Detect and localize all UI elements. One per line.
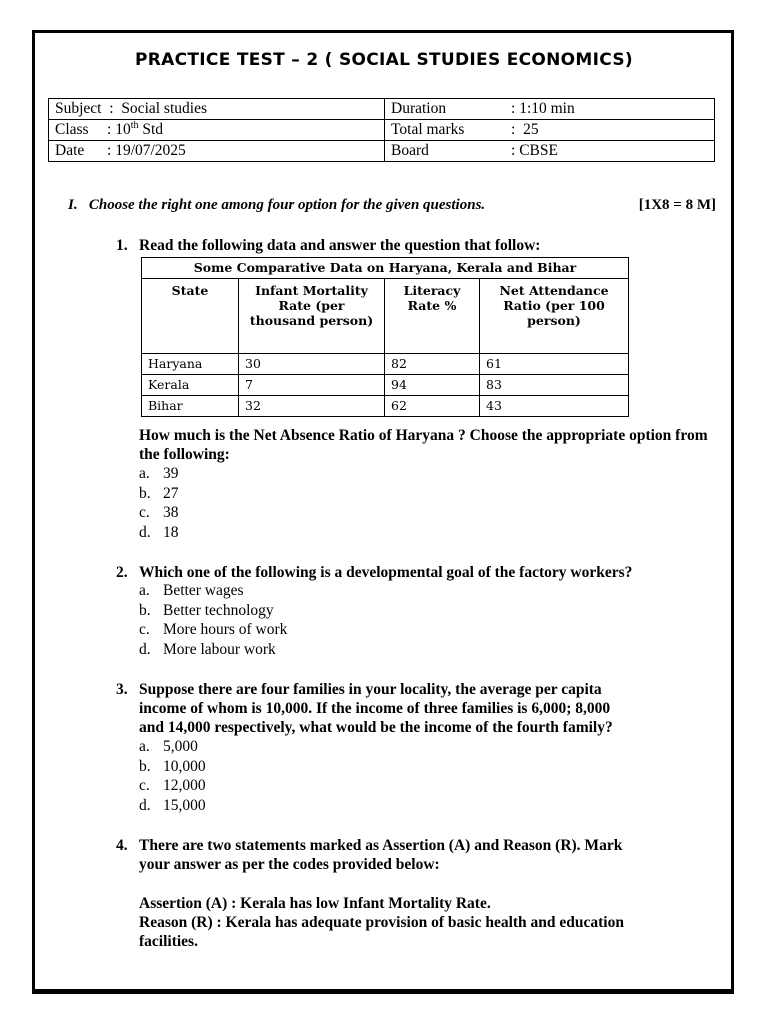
class-suffix: Std — [138, 121, 164, 138]
option[interactable]: d. 18 — [139, 523, 179, 541]
date-label: Date — [55, 142, 85, 159]
question-text: Which one of the following is a developmental goal of the factory workers? — [139, 564, 633, 581]
option[interactable]: b. 10,000 — [139, 757, 206, 775]
table-header: Literacy Rate % — [385, 279, 480, 354]
question-number: 3. — [116, 681, 128, 698]
question-text: your answer as per the codes provided below: — [139, 856, 440, 873]
option[interactable]: a. 5,000 — [139, 738, 198, 755]
option[interactable]: c. 38 — [139, 504, 179, 521]
option[interactable]: b. 27 — [139, 484, 179, 502]
marks-value: 25 — [523, 121, 539, 138]
question-3-options — [139, 737, 206, 815]
question-number: 4. — [116, 837, 128, 854]
reason-text: facilities. — [139, 933, 198, 950]
question-text: and 14,000 respectively, what would be the income of the fourth family? — [139, 719, 613, 736]
class-label: Class — [55, 121, 89, 138]
board-label: Board — [391, 142, 429, 159]
option[interactable]: c. 12,000 — [139, 777, 206, 794]
question-text: Suppose there are four families in your locality, the average per capita — [139, 681, 602, 698]
class-cell: Class : 10th Std — [49, 120, 385, 141]
question-text: income of whom is 10,000. If the income of three families is 6,000; 8,000 — [139, 700, 611, 717]
class-sup: th — [130, 119, 139, 131]
section-marks: [1X8 = 8 M] — [638, 197, 716, 213]
page-title: PRACTICE TEST – 2 ( SOCIAL STUDIES ECONOMICS) — [135, 50, 633, 70]
option[interactable]: a. 39 — [139, 465, 179, 482]
info-table — [48, 98, 715, 162]
option[interactable]: b. Better technology — [139, 601, 274, 619]
question-text: Read the following data and answer the question that follow: — [139, 237, 541, 254]
table-caption: Some Comparative Data on Haryana, Kerala and Bihar — [142, 258, 629, 279]
table-cell: Haryana — [142, 354, 239, 375]
board-value: CBSE — [519, 142, 558, 159]
duration-value: 1:10 min — [519, 100, 575, 117]
table-cell: Bihar — [142, 396, 239, 417]
table-row — [142, 375, 629, 396]
section-heading — [68, 197, 716, 214]
subject-value: Social studies — [121, 100, 207, 117]
comparative-data-table — [141, 257, 629, 417]
section-text: Choose the right one among four option for the given questions. — [88, 197, 486, 213]
section-number: I. — [68, 197, 78, 213]
option[interactable]: d. 15,000 — [139, 796, 206, 814]
question-number: 2. — [116, 564, 128, 581]
table-header: Infant Mortality Rate (per thousand person) — [239, 279, 385, 354]
subject-cell: Subject : Social studies — [49, 99, 385, 120]
option[interactable]: a. Better wages — [139, 582, 244, 599]
question-1-options — [139, 464, 179, 542]
marks-cell: Total marks : 25 — [385, 120, 715, 141]
option[interactable]: d. More labour work — [139, 640, 276, 658]
question-1 — [116, 236, 540, 255]
table-header: State — [142, 279, 239, 354]
reason-text: Reason (R) : Kerala has adequate provision of basic health and education — [139, 914, 624, 931]
table-cell: 62 — [385, 396, 480, 417]
duration-cell: Duration : 1:10 min — [385, 99, 715, 120]
table-cell: 82 — [385, 354, 480, 375]
board-cell: Board : CBSE — [385, 141, 715, 162]
table-cell: 32 — [239, 396, 385, 417]
table-cell: 83 — [480, 375, 629, 396]
table-header: Net Attendance Ratio (per 100 person) — [480, 279, 629, 354]
question-text: There are two statements marked as Assertion (A) and Reason (R). Mark — [139, 837, 623, 854]
question-2-options — [139, 581, 287, 659]
assertion-text: Assertion (A) : Kerala has low Infant Mortality Rate. — [139, 895, 491, 912]
table-row — [142, 396, 629, 417]
question-4 — [116, 836, 622, 874]
table-cell: 43 — [480, 396, 629, 417]
page-border-bottom — [32, 992, 734, 994]
duration-label: Duration — [391, 100, 447, 117]
marks-label: Total marks — [391, 121, 465, 138]
date-cell: Date : 19/07/2025 — [49, 141, 385, 162]
question-number: 1. — [116, 237, 128, 254]
option[interactable]: c. More hours of work — [139, 621, 288, 638]
question-3 — [116, 680, 613, 737]
table-row — [142, 354, 629, 375]
assertion-reason — [139, 894, 719, 951]
table-cell: 30 — [239, 354, 385, 375]
table-cell: Kerala — [142, 375, 239, 396]
date-value: 19/07/2025 — [115, 142, 186, 159]
table-cell: 61 — [480, 354, 629, 375]
class-value: 10 — [115, 121, 131, 138]
table-cell: 7 — [239, 375, 385, 396]
subject-label: Subject — [55, 100, 102, 117]
question-2 — [116, 563, 632, 582]
table-cell: 94 — [385, 375, 480, 396]
question-1-prompt: How much is the Net Absence Ratio of Haryana ? Choose the appropriate option from the following: — [139, 427, 708, 463]
